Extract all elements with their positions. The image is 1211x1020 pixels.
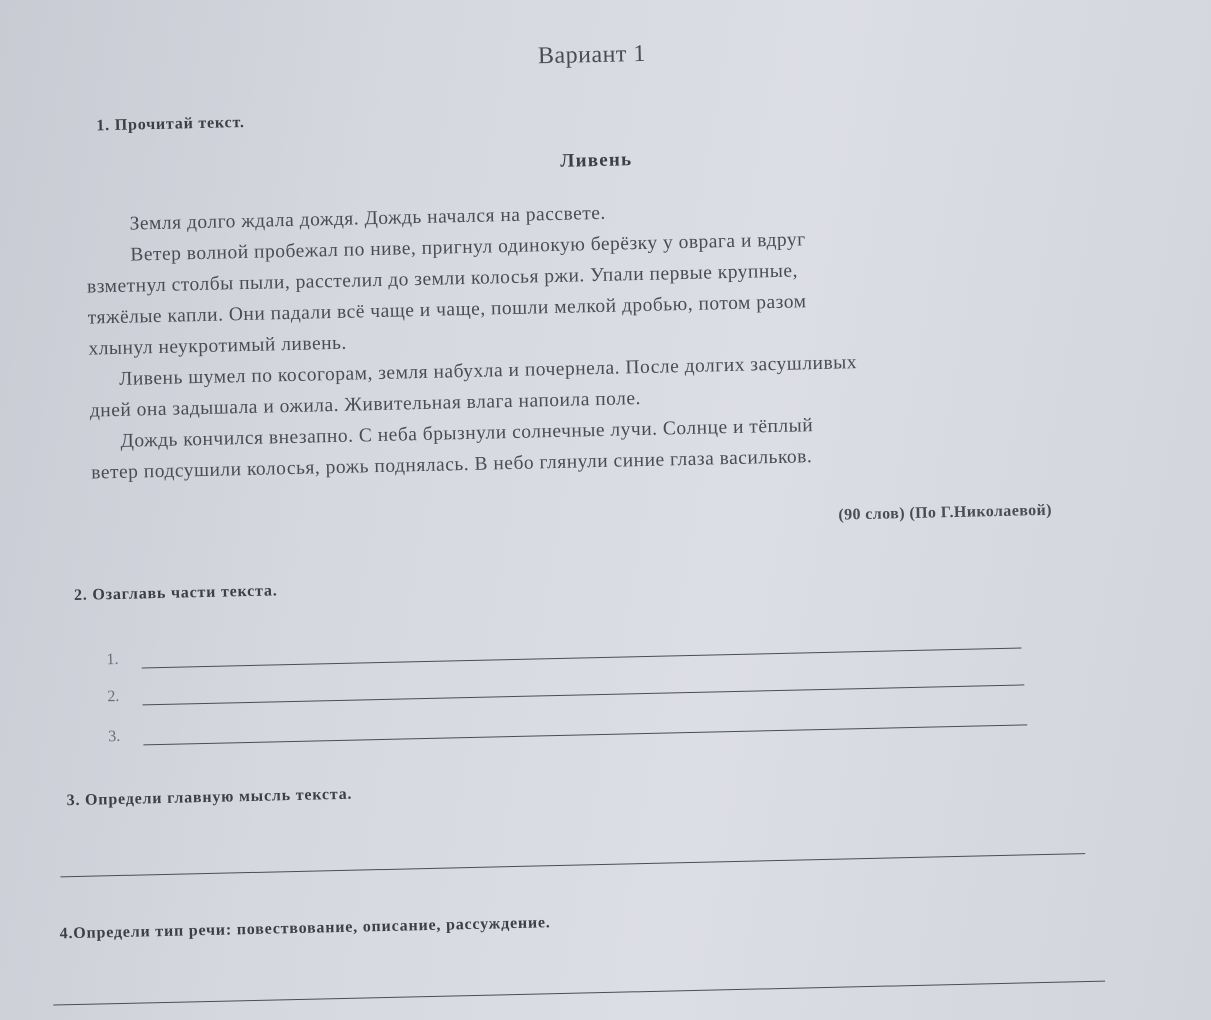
answer-number: 3. <box>108 727 121 746</box>
text-line: дней она задышала и ожила. Живительная влага напоила поле. <box>89 388 642 422</box>
text-line: взметнул столбы пыли, расстелил до земли колосья ржи. Упали первые крупные, <box>86 260 799 298</box>
text-line: ветер подсушили колосья, рожь поднялась. В небо глянули синие глаза васильков. <box>91 446 813 484</box>
task-1-label: 1. Прочитай текст. <box>96 113 245 135</box>
text-line: Дождь кончился внезапно. С неба брызнули солнечные лучи. Солнце и тёплый <box>120 415 814 452</box>
answer-line-3[interactable] <box>143 724 1027 745</box>
task-4-label: 4.Определи тип речи: повествование, описание, рассуждение. <box>59 914 551 943</box>
text-line: тяжёлые капли. Они падали всё чаще и чаще, пошли мелкой дробью, потом разом <box>87 291 807 329</box>
text-source: (90 слов) (По Г.Николаевой) <box>838 501 1053 524</box>
reading-text <box>85 192 859 488</box>
answer-number: 2. <box>107 687 120 706</box>
answer-line-1[interactable] <box>142 647 1022 668</box>
text-title: Ливень <box>560 149 633 172</box>
answer-line-2[interactable] <box>143 684 1025 705</box>
task-2-label: 2. Озаглавь части текста. <box>73 582 278 604</box>
text-line: Ливень шумел по косогорам, земля набухла и почернела. После долгих засушливых <box>118 352 858 390</box>
text-line: хлынул неукротимый ливень. <box>88 332 348 360</box>
main-idea-answer-line[interactable] <box>60 853 1085 877</box>
variant-heading: Вариант 1 <box>537 40 647 70</box>
speech-type-answer-line[interactable] <box>53 981 1105 1006</box>
answer-number: 1. <box>106 650 119 669</box>
text-line: Земля долго ждала дождя. Дождь начался на рассвете. <box>129 202 607 235</box>
text-line: Ветер волной пробежал по ниве, пригнул одинокую берёзку у оврага и вдруг <box>130 229 806 266</box>
task-3-label: 3. Определи главную мысль текста. <box>66 785 353 810</box>
